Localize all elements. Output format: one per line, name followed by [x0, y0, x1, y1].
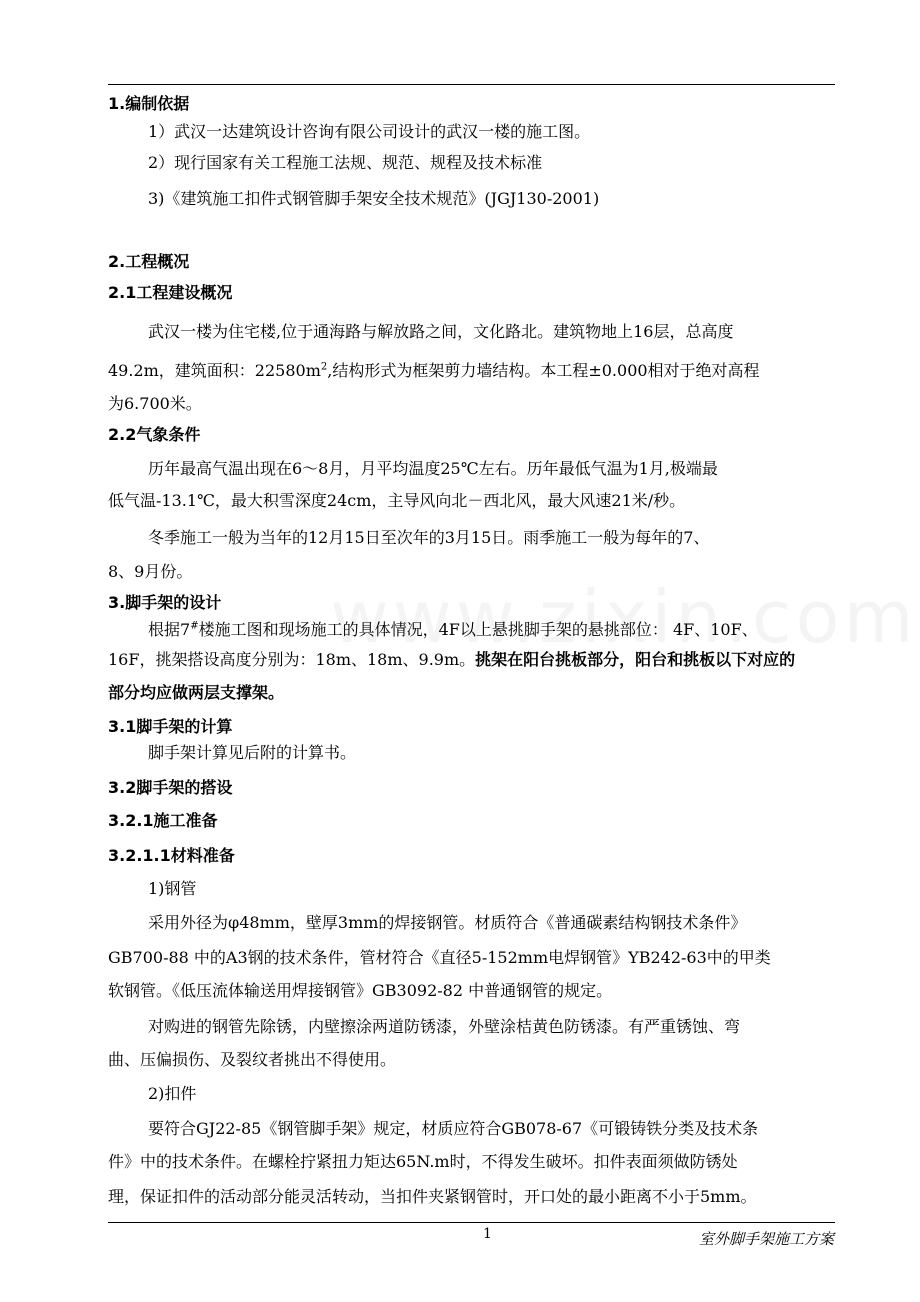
bold-segment: 挑架在阳台挑板部分，阳台和挑板以下对应的 [475, 650, 796, 669]
heading-1: 1.编制依据 [108, 94, 190, 113]
footer-title: 室外脚手架施工方案 [698, 1230, 834, 1248]
text-segment: 49.2m，建筑面积：22580m [108, 361, 321, 380]
paragraph-line: 对购进的钢管先除锈，内壁擦涂两道防锈漆，外壁涂桔黄色防锈漆。有严重锈蚀、弯 [148, 1017, 741, 1036]
basis-item-2: 2）现行国家有关工程施工法规、规范、规程及技术标准 [148, 153, 543, 172]
superscript: 2 [320, 361, 328, 373]
list-label: 1)钢管 [148, 879, 197, 898]
text-segment: 楼施工图和现场施工的具体情况，4F以上悬挑脚手架的悬挑部位： 4F、10F、 [198, 620, 758, 639]
paragraph-line [108, 650, 795, 670]
paragraph-line: 武汉一楼为住宅楼,位于通海路与解放路之间，文化路北。建筑物地上16层，总高度 [148, 322, 734, 341]
heading-3-1: 3.1脚手架的计算 [108, 717, 233, 736]
paragraph-line: GB700-88 中的A3钢的技术条件，管材符合《直径5-152mm电焊钢管》YB242-63中的甲类 [108, 948, 771, 967]
heading-3-2: 3.2脚手架的搭设 [108, 778, 233, 797]
paragraph-line: 低气温-13.1℃，最大积雪深度24cm，主导风向北－西北风，最大风速21米/秒。 [108, 491, 686, 510]
heading-3-2-1-1: 3.2.1.1材料准备 [108, 846, 235, 865]
footer-rule [108, 1222, 835, 1223]
header-rule [108, 84, 835, 85]
basis-item-1: 1）武汉一达建筑设计咨询有限公司设计的武汉一楼的施工图。 [148, 122, 591, 141]
paragraph-line-bold: 部分均应做两层支撑架。 [108, 683, 285, 702]
paragraph-line: 理，保证扣件的活动部分能灵活转动，当扣件夹紧钢管时，开口处的最小距离不小于5mm。 [108, 1187, 757, 1206]
page-number: 1 [483, 1226, 492, 1242]
paragraph-line: 曲、压偏损伤、及裂纹者挑出不得使用。 [108, 1050, 397, 1069]
text-segment: 16F，挑架搭设高度分别为：18m、18m、9.9m。 [108, 650, 476, 669]
paragraph-line: 为6.700米。 [108, 394, 202, 413]
list-label: 2)扣件 [148, 1084, 197, 1103]
paragraph-line: 采用外径为φ48mm，壁厚3mm的焊接钢管。材质符合《普通碳素结构钢技术条件》 [148, 913, 747, 932]
paragraph-line: 冬季施工一般为当年的12月15日至次年的3月15日。雨季施工一般为每年的7、 [148, 528, 710, 547]
paragraph-line [148, 620, 758, 640]
superscript: # [190, 620, 199, 632]
paragraph-line: 历年最高气温出现在6～8月，月平均温度25℃左右。历年最低气温为1月,极端最 [148, 459, 718, 478]
text-segment: ,结构形式为框架剪力墙结构。本工程±0.000相对于绝对高程 [327, 361, 760, 380]
basis-item-3: 3)《建筑施工扣件式钢管脚手架安全技术规范》(JGJ130-2001) [148, 189, 600, 208]
paragraph-line [108, 361, 760, 381]
paragraph-line: 要符合GJ22-85《钢管脚手架》规定，材质应符合GB078-67《可锻铸铁分类及技术条 [148, 1119, 759, 1138]
paragraph-line: 软钢管。《低压流体输送用焊接钢管》GB3092-82 中普通钢管的规定。 [108, 981, 613, 1000]
paragraph-line: 8、9月份。 [108, 562, 193, 581]
heading-2-2: 2.2气象条件 [108, 425, 201, 444]
paragraph-line: 件》中的技术条件。在螺栓拧紧扭力矩达65N.m时，不得发生破坏。扣件表面须做防锈处 [108, 1152, 738, 1171]
heading-2: 2.工程概况 [108, 252, 190, 271]
heading-2-1: 2.1工程建设概况 [108, 283, 233, 302]
text-segment: 根据7 [148, 620, 191, 639]
paragraph-line: 脚手架计算见后附的计算书。 [148, 743, 357, 762]
heading-3: 3.脚手架的设计 [108, 593, 222, 612]
heading-3-2-1: 3.2.1施工准备 [108, 811, 218, 830]
watermark [330, 575, 920, 659]
